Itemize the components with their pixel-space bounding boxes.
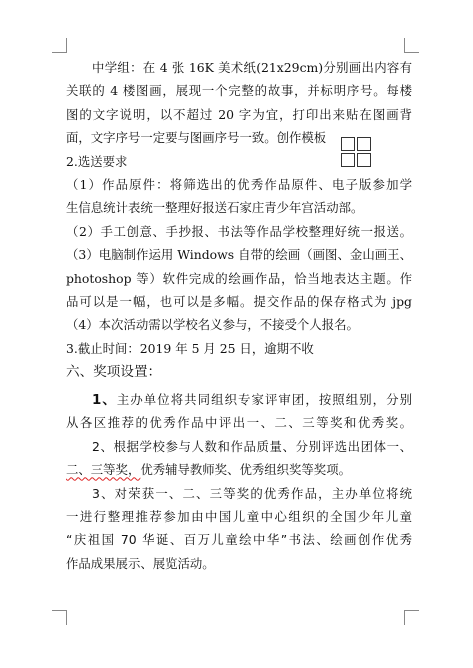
deadline-line: 3.截止时间：2019 年 5 月 25 日，逾期不收 (66, 340, 314, 356)
paragraph-line: 面，文字序号一定要与图画序号一致。创作模板 (66, 130, 327, 146)
paragraph-line: （1）作品原件：将筛选出的优秀作品原件、电子版参加学 (66, 176, 412, 192)
document-page (66, 56, 412, 575)
award-text: 优秀辅导教师奖、优秀组织奖等奖项。 (140, 462, 351, 478)
paragraph-line: （3）电脑制作运用 Windows 自带的绘画（画图、金山画王、 (66, 247, 412, 263)
award-paragraph-1-line (66, 388, 412, 411)
paragraph-line: （4）本次活动需以学校名义参与，不接受个人报名。 (66, 317, 359, 333)
paragraph-line: 中学组：在 4 张 16K 美术纸(21x29cm)分别画出内容有 (92, 60, 412, 75)
paragraph-line: 图的文字说明，以不超过 20 字为宜，打印出来贴在图画背 (66, 106, 412, 122)
paragraph-line: 生信息统计表统一整理好报送石家庄青少年宫活动部。 (66, 200, 364, 216)
paragraph-line: （2）手工创意、手抄报、书法等作品学校整理好统一报送。 (66, 223, 412, 239)
paragraph-line: photoshop 等）软件完成的绘画作品，恰当地表达主题。作 (66, 270, 412, 286)
award-paragraph-3-line: “庆祖国 70 华诞、百万儿童绘中华”书法、绘画创作优秀 (66, 532, 412, 548)
margin-corner-top-right (404, 38, 419, 53)
section-heading-awards: 六、奖项设置： (66, 364, 162, 381)
award-paragraph-3-line: 作品成果展示、展览活动。 (66, 555, 215, 571)
subheading-selection-requirements: 2.选送要求 (66, 153, 128, 169)
paragraph-line: 关联的 4 楼图画，展现一个完整的故事，并标明序号。每楼 (66, 83, 412, 99)
award-paragraph-1-line: 从各区推荐的优秀作品中评出一、二、三等奖和优秀奖。 (66, 415, 412, 431)
award-text: 主办单位将共同组织专家评审团，按照组别，分别 (116, 392, 412, 408)
award-paragraph-3-line: 一进行整理推荐参加由中国儿童中心组织的全国少年儿童 (66, 509, 412, 525)
award-paragraph-2-line (66, 458, 412, 481)
award-paragraph-3-line: 3、对荣获一、二、三等奖的优秀作品，主办单位将统 (92, 485, 412, 501)
margin-corner-bottom-left (52, 610, 67, 625)
wavy-underlined-text: 二、三等奖， (66, 462, 141, 478)
margin-corner-bottom-right (404, 610, 419, 625)
award-number: 1、 (92, 393, 117, 409)
margin-corner-top-left (52, 38, 67, 53)
award-paragraph-2-line: 2、根据学校参与人数和作品质量、分别评选出团体一、 (92, 438, 412, 454)
paragraph-line: 品可以是一幅，也可以是多幅。提交作品的保存格式为 jpg (66, 293, 412, 309)
